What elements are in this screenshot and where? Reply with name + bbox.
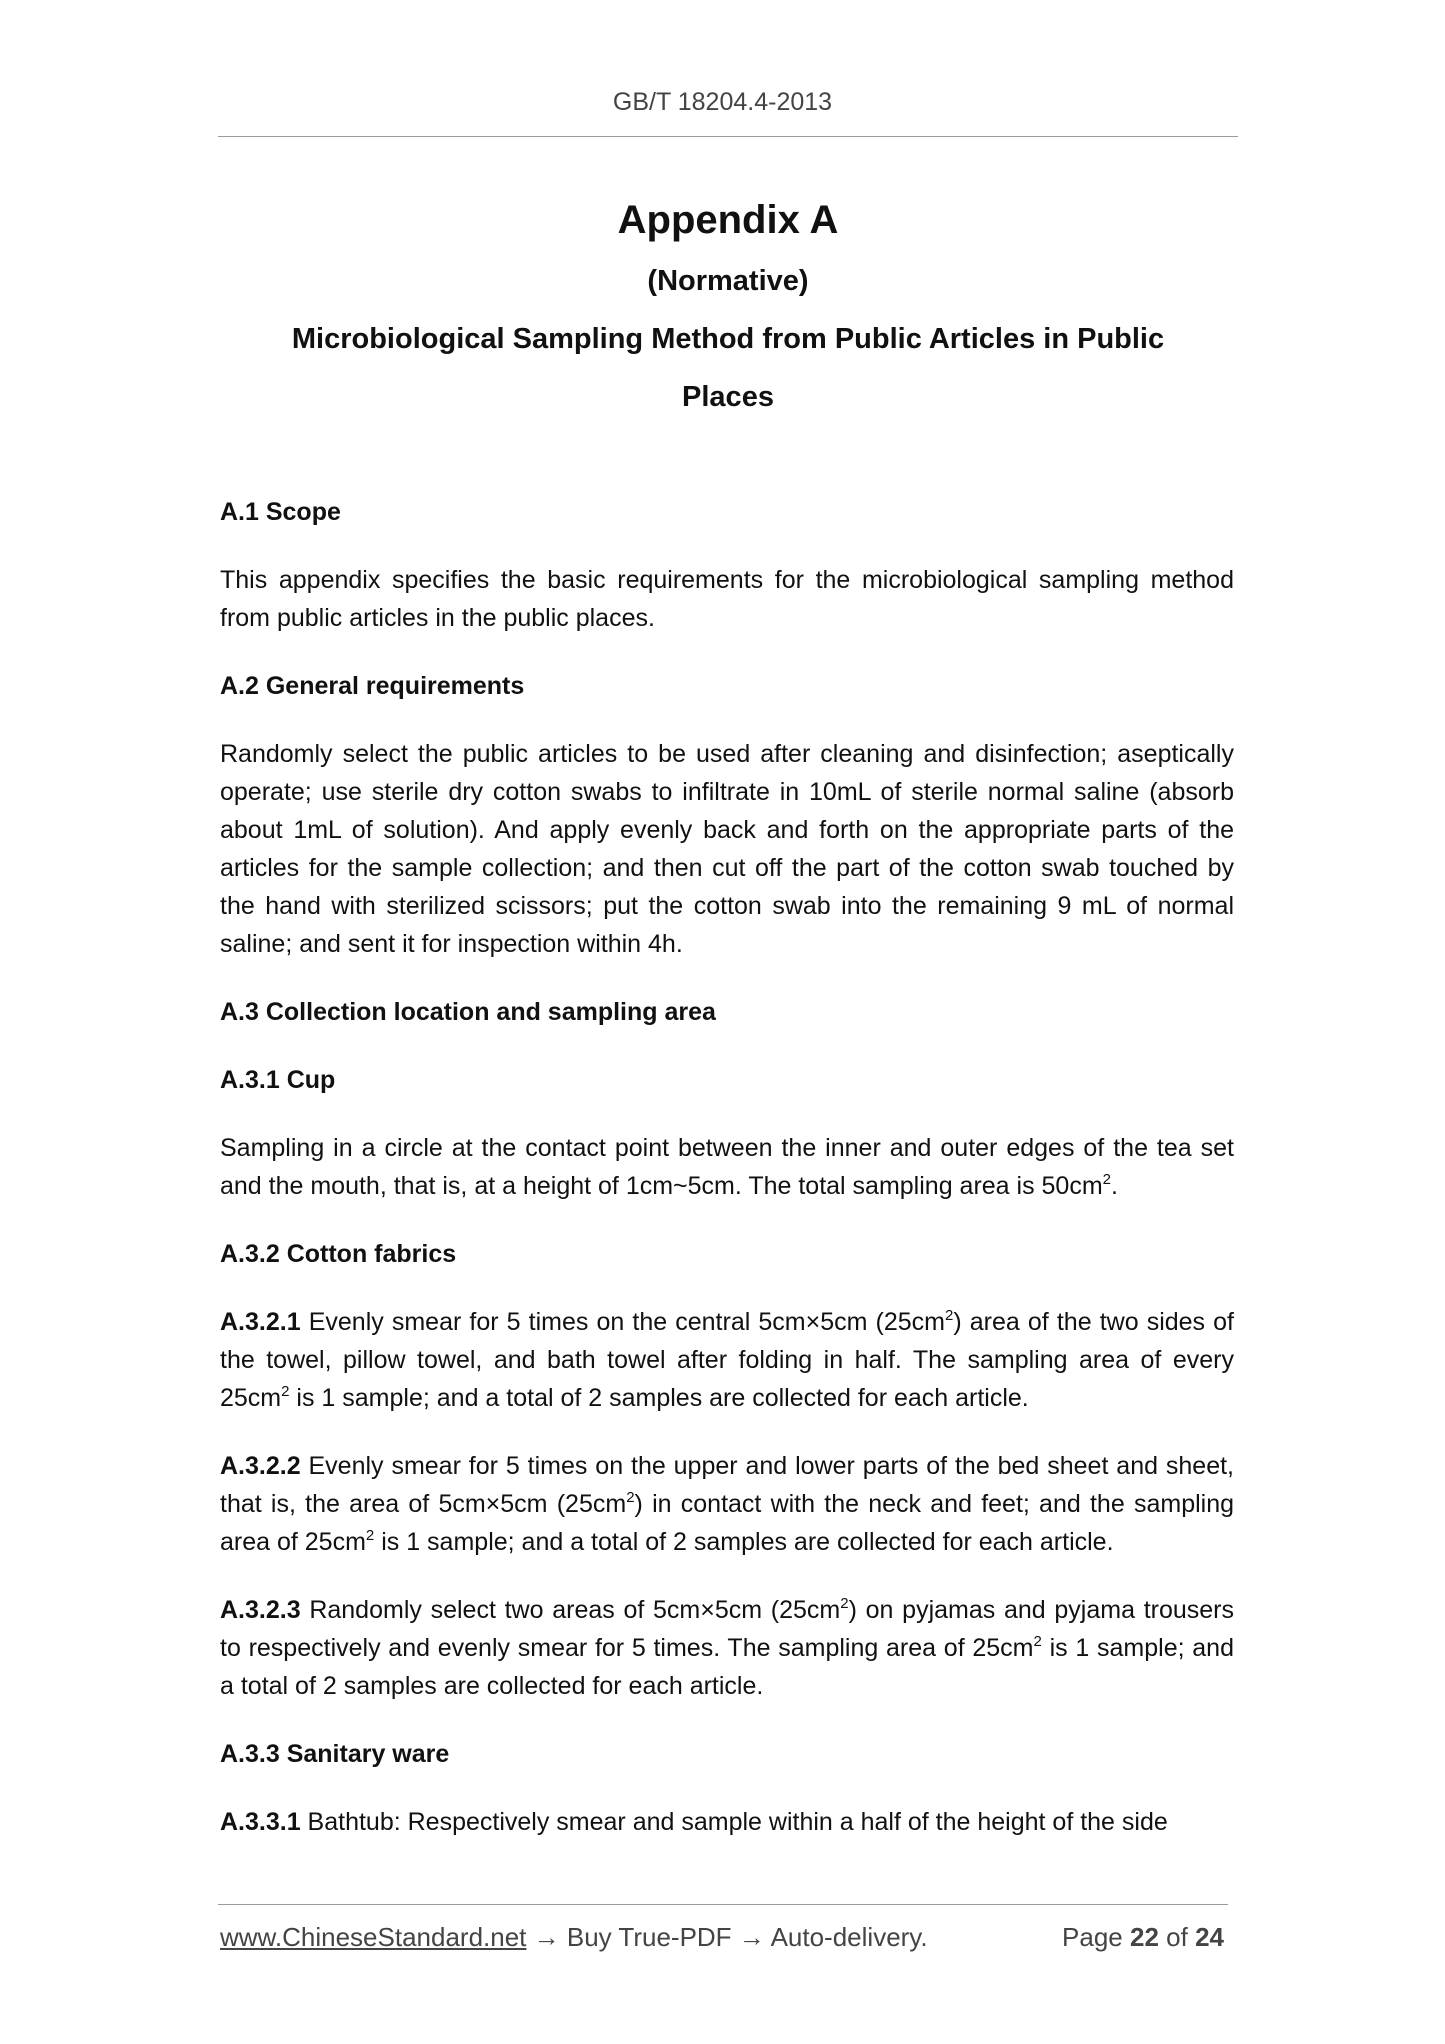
document-number-header: GB/T 18204.4-2013	[612, 88, 833, 116]
footer-divider	[218, 1904, 1228, 1905]
paragraph-a322: A.3.2.2 Evenly smear for 5 times on the upper and lower parts of the bed sheet and sheet, that is, the area of 5cm×5cm $(25cm^2)$ in contact with the neck and feet; and the sampling area of $25cm^2$ is 1 sample; and a total of 2 samples are collected for each article.	[220, 1452, 1235, 1556]
appendix-name-line-1: Microbiological Sampling Method from Public Articles in Public	[291, 323, 1165, 355]
paragraph-a2: Randomly select the public articles to be used after cleaning and disinfection; aseptically operate; use sterile dry cotton swabs to infiltrate in 10mL of sterile normal saline (absorb about 1mL of solution). And apply evenly back and forth on the appropriate parts of the articles for the sample collection; and then cut off the part of the cotton swab touched by the hand with sterilized scissors; put the cotton swab into the remaining 9 mL of normal saline; and sent it for inspection within 4h.	[220, 740, 1234, 958]
header-divider	[218, 136, 1238, 137]
heading-a31-cup: A.3.1 Cup	[220, 1066, 336, 1094]
current-page-number: 22	[1130, 1922, 1159, 1952]
paragraph-a323: A.3.2.3 Randomly select two areas of 5cm×5cm $(25cm^2)$ on pyjamas and pyjama trousers to respectively and evenly smear for 5 times. The sampling area of $25cm^2$ is 1 sample; and a total of 2 samples are collected for each article.	[220, 1594, 1234, 1700]
footer-promo-text: → Buy True-PDF → Auto-delivery.	[526, 1922, 928, 1952]
chinesestandard-link[interactable]: www.ChineseStandard.net	[220, 1922, 527, 1952]
document-body	[220, 493, 1234, 1841]
paragraph-a31: Sampling in a circle at the contact point between the inner and outer edges of the tea set and the mouth, that is, at a height of 1cm~5cm. The total sampling area is $50cm^2$.	[220, 1134, 1234, 1200]
paragraph-a321: A.3.2.1 Evenly smear for 5 times on the central 5cm×5cm $(25cm^2)$ area of the two sides of the towel, pillow towel, and bath towel after folding in half. The sampling area of every $25cm^2$ is 1 sample; and a total of 2 samples are collected for each article.	[220, 1306, 1235, 1412]
footer-promo	[220, 1922, 928, 1953]
heading-a1-scope: A.1 Scope	[220, 498, 341, 526]
appendix-title: Appendix A	[617, 198, 839, 242]
normative-label: (Normative)	[647, 265, 809, 297]
page-indicator: Page 22 of 24	[1062, 1922, 1224, 1952]
heading-a2-general-requirements: A.2 General requirements	[220, 672, 525, 700]
paragraph-a331: A.3.3.1 Bathtub: Respectively smear and sample within a half of the height of the side	[220, 1808, 1168, 1836]
heading-a3-collection-location: A.3 Collection location and sampling area	[220, 998, 716, 1026]
heading-a33-sanitary-ware: A.3.3 Sanitary ware	[220, 1740, 450, 1768]
appendix-name-line-2: Places	[682, 381, 774, 413]
appendix-title-block	[218, 190, 1238, 426]
paragraph-a1: This appendix specifies the basic requirements for the microbiological sampling method from public articles in the public places.	[220, 566, 1234, 632]
heading-a32-cotton-fabrics: A.3.2 Cotton fabrics	[220, 1240, 457, 1268]
appendix-name	[218, 310, 1238, 426]
total-pages: 24	[1195, 1922, 1224, 1952]
